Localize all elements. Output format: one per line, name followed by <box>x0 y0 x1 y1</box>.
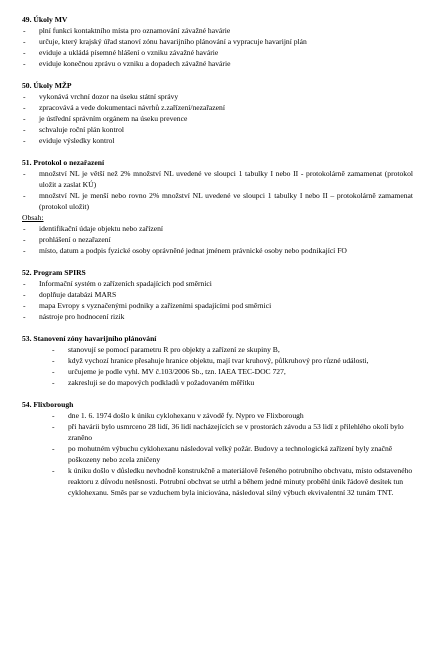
list-item: - eviduje konečnou zprávu o vzniku a dopadech závažné havárie <box>22 58 413 69</box>
bullet-list <box>22 91 413 146</box>
section-50 <box>22 80 413 146</box>
list-item: - při havárii bylo usmrceno 28 lidí, 36 lidí nacházejících se v prostorách závodu a 53 lidí z přilehlého okolí bylo zraněno <box>22 421 413 443</box>
section-53 <box>22 333 413 388</box>
section-heading: 51. Protokol o nezařazení <box>22 158 105 167</box>
bullet-list <box>22 278 413 322</box>
list-item: - zakresluji se do mapových podkladů v požadovaném měřítku <box>22 377 413 388</box>
list-item: - k úniku došlo v důsledku nevhodně konstrukčně a materiálově řešeného potrubního obchvatu, místo odstaveného reaktoru z důvodu netěsnosti. Potrubní obchvat se utrhl a během jedné minuty proběhl únik řádově desítek tun cyklohexanu. Směs par se vzduchem byla iniciována, následoval silný výbuch ekvivalentní 32 tunám TNT. <box>22 465 413 498</box>
list-item: - plní funkci kontaktního místa pro oznamování závažné havárie <box>22 25 413 36</box>
list-item: - místo, datum a podpis fyzické osoby oprávněné jednat jménem právnické osoby nebo podnikající FO <box>22 245 413 256</box>
list-item: - doplňuje databázi MARS <box>22 289 413 300</box>
list-item: - nástroje pro hodnocení rizik <box>22 311 413 322</box>
list-item: - stanovují se pomocí parametru R pro objekty a zařízení ze skupiny B, <box>22 344 413 355</box>
list-item: - zpracovává a vede dokumentaci návrhů z.zařízení/nezařazení <box>22 102 413 113</box>
section-51 <box>22 157 413 256</box>
section-heading: 49. Úkoly MV <box>22 15 68 24</box>
bullet-list <box>22 25 413 69</box>
bullet-list <box>22 410 413 498</box>
list-item: - prohlášení o nezařazení <box>22 234 413 245</box>
list-item: - množství NL je menší nebo rovno 2% množství NL uvedené ve sloupci 1 tabulky I nebo II – protokolárně zamamenat (protokol uložit) <box>22 190 413 212</box>
section-heading: 50. Úkoly MŽP <box>22 81 72 90</box>
section-49 <box>22 14 413 69</box>
list-item: - mapa Evropy s vyznačenými podniky a zařízeními spadajícími pod směrnici <box>22 300 413 311</box>
list-item: - když vychozí hranice přesahuje hranice objektu, mají tvar kruhový, půlkruhový pro různé události, <box>22 355 413 366</box>
list-item: - vykonává vrchní dozor na úseku státní správy <box>22 91 413 102</box>
list-item: - určuje, který krajský úřad stanoví zónu havarijního plánování a vypracuje havarijní plán <box>22 36 413 47</box>
list-item: - dne 1. 6. 1974 došlo k úniku cyklohexanu v závodě fy. Nypro ve Flixborough <box>22 410 413 421</box>
list-item: - množství NL je větší než 2% množství NL uvedené ve sloupci 1 tabulky I nebo II - protokolárně zamamenat (protokol uložit a zaslat KÚ) <box>22 168 413 190</box>
section-54 <box>22 399 413 498</box>
list-item: - je ústřední správním orgánem na úseku prevence <box>22 113 413 124</box>
list-item: - schvaluje roční plán kontrol <box>22 124 413 135</box>
list-item: - identifikační údaje objektu nebo zařízení <box>22 223 413 234</box>
list-item: - Informační systém o zařízeních spadajících pod směrnici <box>22 278 413 289</box>
list-item: - eviduje výsledky kontrol <box>22 135 413 146</box>
list-item: - eviduje a ukládá písemné hlášení o vzniku závažné havárie <box>22 47 413 58</box>
list-item: - po mohutném výbuchu cyklohexanu následoval velký požár. Budovy a technologická zařízení byly značně poškozeny nebo zcela zničeny <box>22 443 413 465</box>
section-heading: 52. Program SPIRS <box>22 268 86 277</box>
obsah-subheading: Obsah: <box>22 213 44 222</box>
bullet-list <box>22 344 413 388</box>
bullet-list <box>22 223 413 256</box>
section-52 <box>22 267 413 322</box>
section-heading: 53. Stanovení zóny havarijního plánování <box>22 334 157 343</box>
section-heading: 54. Flixborough <box>22 400 74 409</box>
list-item: - určujeme je podle vyhl. MV č.103/2006 Sb., tzn. IAEA TEC-DOC 727, <box>22 366 413 377</box>
bullet-list <box>22 168 413 212</box>
